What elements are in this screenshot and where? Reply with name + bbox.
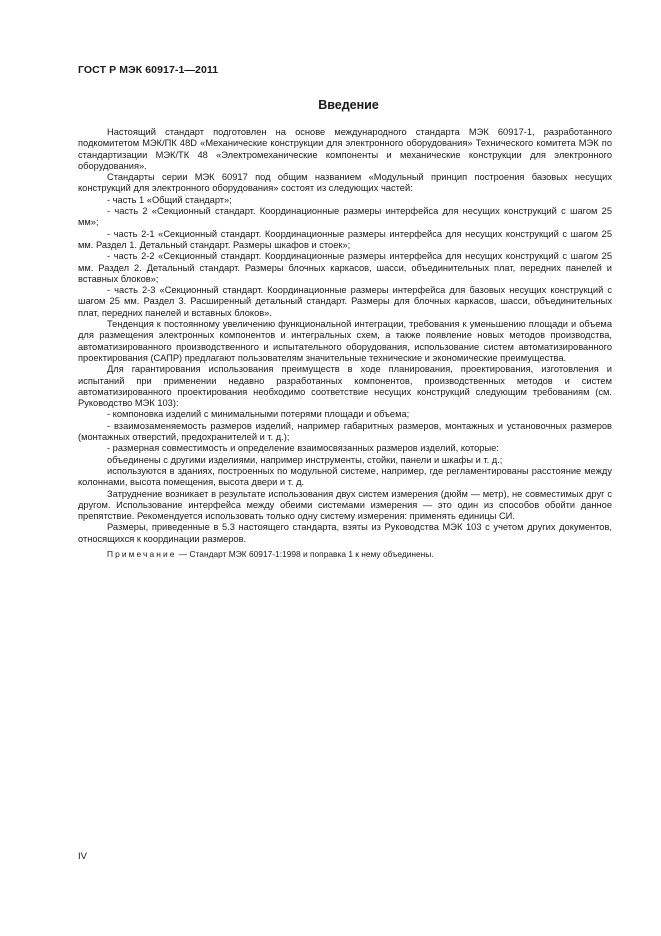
paragraph: Тенденция к постоянному увеличению функциональной интеграции, требования к уменьшению площади и объема для размещения электронных компонентов и интегральных схем, а также появление новых методов производства, автоматизированного производственного и испытательного оборудования, использование систем автоматизированного проектирования (САПР) предлагают пользователям значительные технические и экономические преимущества. — [78, 319, 612, 363]
section-title-wrapper — [0, 96, 661, 114]
sub-item: объединены с другими изделиями, например инструменты, стойки, панели и шкафы и т. д.; — [107, 454, 503, 465]
list-item: - часть 2-3 «Секционный стандарт. Координационные размеры интерфейса для базовых несущих конструкций с шагом 25 мм. Раздел 3. Расширенный детальный стандарт. Размеры для блочных каркасов, шасси, объединительных плат, передних панелей и вставных блоков». — [78, 285, 612, 318]
list-item: - часть 2 «Секционный стандарт. Координационные размеры интерфейса для несущих конструкций с шагом 25 мм»; — [78, 206, 612, 228]
paragraph: Затруднение возникает в результате использования двух систем измерения (дюйм — метр), не совместимых друг с другом. Использование интерфейса между обеими системами измерения — это один из способов обойти данное препятствие. Рекомендуется использовать только одну систему измерения: применять единицы СИ. — [78, 488, 612, 522]
paragraph: Настоящий стандарт подготовлен на основе международного стандарта МЭК 60917-1, разработанного подкомитетом МЭК/ПК 48D «Механические конструкции для электронного оборудования» Технического комитета МЭК по стандартизации МЭК/ТК 48 «Электромеханические компоненты и механические конструкции для электронного оборудования». — [78, 127, 612, 171]
list-item: - часть 2-2 «Секционный стандарт. Координационные размеры интерфейса для несущих конструкций с шагом 25 мм. Раздел 2. Детальный стандарт. Размеры блочных каркасов, шасси, объединительных плат, передних панелей и вставных блоков»; — [78, 251, 612, 284]
paragraph: Стандарты серии МЭК 60917 под общим названием «Модульный принцип построения базовых несущих конструкций для электронного оборудования» состоят из следующих частей: — [78, 172, 612, 194]
paragraph: Для гарантирования использования преимуществ в ходе планирования, проектирования, изготовления и испытаний при применении недавно разработанных компонентов, производственных методов и систем автоматизированного проектирования необходимо соответствие несущих конструкций следующим требованиям (см. Руководство МЭК 103): — [78, 364, 612, 409]
list-item: - часть 2-1 «Секционный стандарт. Координационные размеры интерфейса для несущих конструкций с шагом 25 мм. Раздел 1. Детальный стандарт. Размеры шкафов и стоек»; — [78, 228, 612, 250]
document-code: ГОСТ Р МЭК 60917-1—2011 — [78, 64, 219, 76]
list-item: - размерная совместимость и определение взаимосвязанных размеров изделий, которые: — [107, 443, 499, 454]
note-label: Примечание — [107, 548, 177, 559]
paragraph: Размеры, приведенные в 5.3 настоящего стандарта, взяты из Руководства МЭК 103 с учетом других документов, относящихся к координации размеров. — [78, 522, 612, 544]
sub-item: используются в зданиях, построенных по модульной системе, например, где регламентированы расстояние между колоннами, высота помещения, высота двери и т. д. — [78, 465, 612, 488]
note-text: — Стандарт МЭК 60917-1:1998 и поправка 1 к нему объединены. — [176, 548, 434, 559]
list-item: - компоновка изделий с минимальными потерями площади и объема; — [107, 409, 410, 420]
list-item: - часть 1 «Общий стандарт»; — [107, 194, 232, 205]
note — [78, 549, 612, 560]
section-title: Введение — [318, 98, 379, 112]
document-body — [78, 127, 612, 560]
list-item: - взаимозаменяемость размеров изделий, например габаритных размеров, монтажных и установочных размеров (монтажных отверстий, предохранителей и т. д.); — [78, 420, 612, 443]
page-number: IV — [78, 851, 87, 862]
